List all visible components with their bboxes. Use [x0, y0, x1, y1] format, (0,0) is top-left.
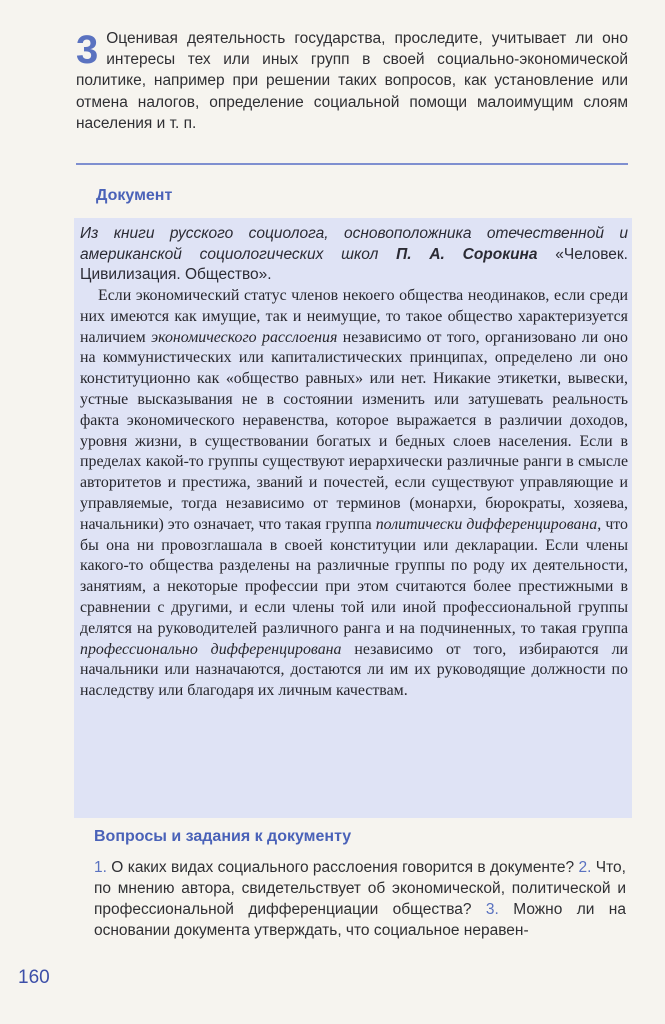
question-number: 2.: [578, 859, 592, 876]
intro-title: «Человек. Цивилизация. Общество».: [80, 245, 628, 283]
task-text: Оценивая деятельность государства, проследите, учитывает ли оно интересы тех или иных групп в своей социально-экономической политике, например при решении таких вопросов, как установление или отмена налогов, определение социальной помощи малоимущим слоям населения и т. п.: [76, 30, 628, 132]
questions-heading: Вопросы и задания к документу: [94, 828, 352, 845]
body-part: , что бы она ни провозглашала в своей конституции или декларации. Если члены какого-то общества разделены на различные группы по роду их деятельности, занятиям, а некоторые профессии при этом считаются более престижными в сравнении с другими, и если члены той или иной профессиональной группы делятся на руководителей различного ранга и на подчиненных, то такая группа: [80, 515, 628, 637]
questions-list: [94, 857, 626, 941]
body-part: независимо от того, избираются ли начальники или назначаются, достаются ли им их руководящие должности по наследству или благодаря их личным качествам.: [80, 640, 628, 700]
page-number: 160: [18, 967, 50, 988]
task-number: 3: [76, 28, 99, 72]
intro-author: П. А. Сорокина: [396, 245, 538, 263]
body-term-professional: профессионально дифференцирована: [80, 640, 342, 658]
task-3: [76, 28, 628, 134]
body-term-economic: экономического расслоения: [151, 328, 338, 346]
document-heading: Документ: [96, 187, 173, 204]
question-number: 3.: [485, 901, 499, 918]
question-text: Можно ли на основании документа утверждать, что социальное неравен-: [94, 901, 626, 939]
document-intro: [80, 224, 628, 286]
body-part: Если экономический статус членов некоего общества неодинаков, если среди них имеются как имущие, так и неимущие, то такое общество характеризуется наличием: [80, 287, 628, 346]
section-divider: [76, 163, 628, 165]
body-part: независимо от того, организовано ли оно на коммунистических или капиталистических принципах, определено ли оно конституционно как «общество равных» или нет. Никакие этикетки, вывески, устные высказывания не в состоянии изменить или затушевать реальность факта экономического неравенства, которое выражается в различии доходов, уровня жизни, в существовании богатых и бедных слоев населения. Если в пределах какой-то группы существуют иерархически различные ранги в смысле авторитетов и престижа, званий и почестей, если существуют управляющие и управляемые, тогда независимо от терминов (монархи, бюрократы, хозяева, начальники) это означает, что такая группа: [80, 328, 628, 533]
body-term-political: политически дифференцирована: [375, 515, 598, 533]
question-text: О каких видах социального расслоения говорится в документе?: [106, 859, 579, 876]
document-body: [80, 286, 628, 702]
intro-prefix: Из книги русского социолога, основоположника отечественной и американской социологических школ: [80, 225, 628, 263]
question-number: 1.: [94, 859, 107, 876]
question-text: Что, по мнению автора, свидетельствует об экономической, политической и профессиональной дифференциации общества?: [94, 859, 626, 918]
